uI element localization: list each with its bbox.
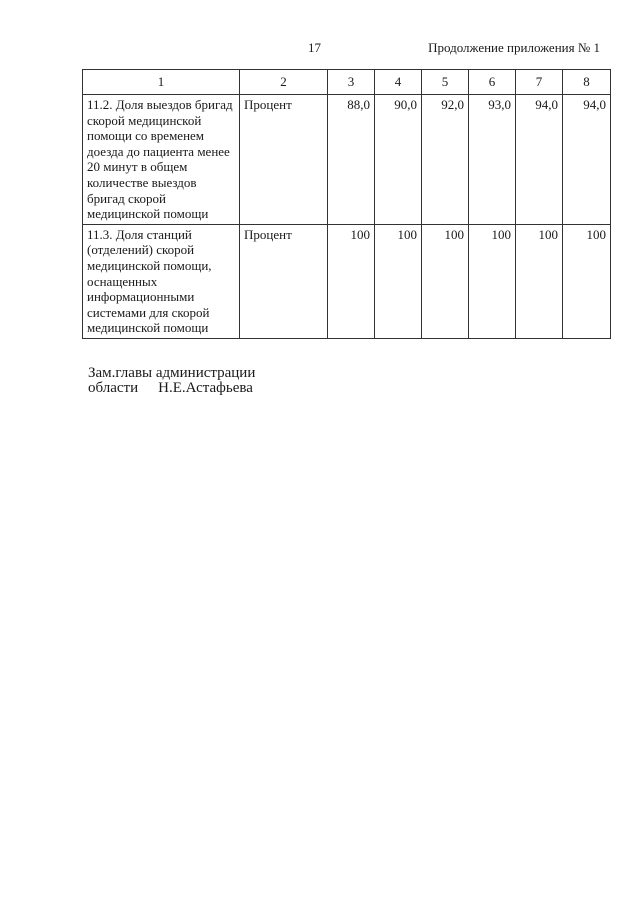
signatory-region-line — [88, 381, 255, 396]
value-cell: 100 — [469, 224, 516, 338]
signature-block — [88, 366, 255, 396]
value-cell: 100 — [563, 224, 611, 338]
value-cell: 90,0 — [375, 95, 422, 225]
column-header: 3 — [328, 70, 375, 95]
indicator-name-cell: 11.2. Доля выездов бригад скорой медицинской помощи со временем доезда до пациента менее 20 минут в общем количестве выездов бригад скорой медицинской помощи — [83, 95, 240, 225]
table-header-row — [83, 70, 611, 95]
column-header: 1 — [83, 70, 240, 95]
signatory-region: области — [88, 380, 139, 396]
column-header: 4 — [375, 70, 422, 95]
appendix-continuation-label: Продолжение приложения № 1 — [428, 40, 600, 55]
value-cell: 93,0 — [469, 95, 516, 225]
value-cell: 94,0 — [563, 95, 611, 225]
value-cell: 88,0 — [328, 95, 375, 225]
value-cell: 92,0 — [422, 95, 469, 225]
indicators-table — [82, 69, 611, 339]
page-number: 17 — [308, 40, 321, 55]
signatory-name: Н.Е.Астафьева — [158, 380, 253, 396]
column-header: 8 — [563, 70, 611, 95]
unit-cell: Процент — [240, 95, 328, 225]
table-row — [83, 224, 611, 338]
value-cell: 100 — [375, 224, 422, 338]
value-cell: 100 — [422, 224, 469, 338]
table-row — [83, 95, 611, 225]
column-header: 7 — [516, 70, 563, 95]
signatory-title: Зам.главы администрации — [88, 365, 256, 381]
column-header: 6 — [469, 70, 516, 95]
value-cell: 94,0 — [516, 95, 563, 225]
column-header: 2 — [240, 70, 328, 95]
unit-cell: Процент — [240, 224, 328, 338]
column-header: 5 — [422, 70, 469, 95]
value-cell: 100 — [328, 224, 375, 338]
indicator-name-cell: 11.3. Доля станций (отделений) скорой медицинской помощи, оснащенных информационными системами для скорой медицинской помощи — [83, 224, 240, 338]
value-cell: 100 — [516, 224, 563, 338]
